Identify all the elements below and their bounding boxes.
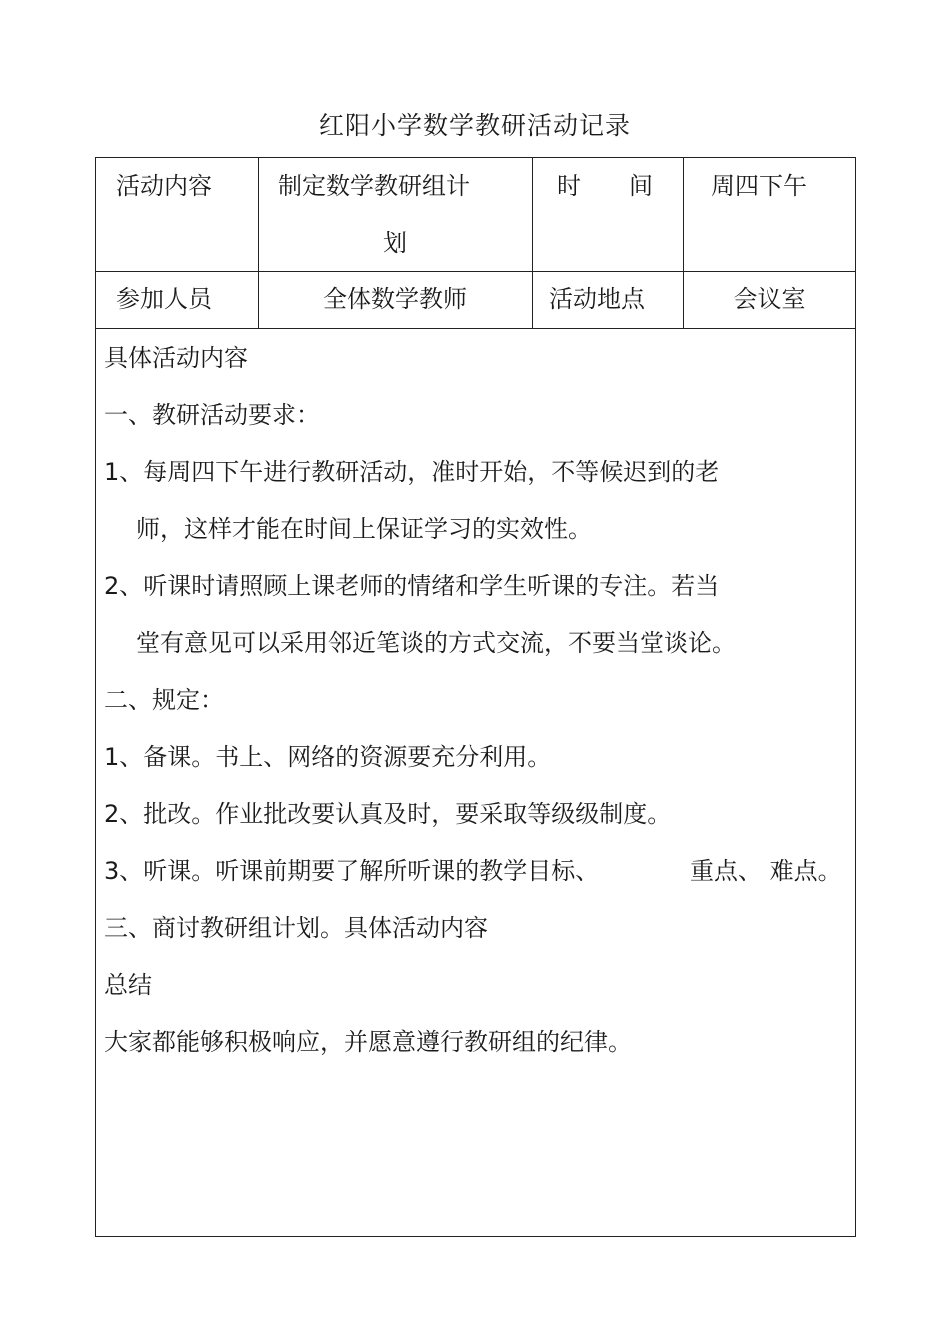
section2-item1: 1、备课。书上、网络的资源要充分利用。 (104, 743, 552, 771)
table-row-divider (95, 328, 856, 329)
participants-value: 全体数学教师 (323, 285, 467, 313)
section2-item3-part1: 3、听课。听课前期要了解所听课的教学目标、 (104, 857, 600, 885)
activity-content-value-line2: 划 (383, 229, 407, 257)
label-participants: 参加人员 (116, 285, 212, 313)
section1-item2-line2: 堂有意见可以采用邻近笔谈的方式交流，不要当堂谈论。 (136, 629, 736, 657)
table-row-divider (95, 271, 856, 272)
section3-title: 三、商讨教研组计划。具体活动内容 (104, 914, 488, 942)
body-heading: 具体活动内容 (104, 344, 248, 372)
section2-item2: 2、批改。作业批改要认真及时，要采取等级级制度。 (104, 800, 672, 828)
section1-item1-line1: 1、每周四下午进行教研活动，准时开始，不等候迟到的老 (104, 458, 720, 486)
section2-item3-part2: 重点、 难点。 (690, 857, 842, 885)
label-activity-content: 活动内容 (116, 172, 212, 200)
label-location: 活动地点 (549, 285, 645, 313)
summary-label: 总结 (104, 971, 152, 999)
summary-text: 大家都能够积极响应，并愿意遵行教研组的纪律。 (104, 1028, 632, 1056)
activity-content-value-line1: 制定数学教研组计 (278, 172, 470, 200)
section2-title: 二、规定： (104, 686, 224, 714)
table-column-divider (532, 157, 533, 329)
label-time: 时 间 (557, 172, 653, 200)
document-title: 红阳小学数学教研活动记录 (318, 111, 631, 140)
section1-title: 一、教研活动要求： (104, 401, 320, 429)
section1-item1-line2: 师，这样才能在时间上保证学习的实效性。 (136, 515, 592, 543)
location-value: 会议室 (733, 285, 806, 313)
section1-item2-line1: 2、听课时请照顾上课老师的情绪和学生听课的专注。若当 (104, 572, 720, 600)
time-value: 周四下午 (711, 172, 807, 200)
